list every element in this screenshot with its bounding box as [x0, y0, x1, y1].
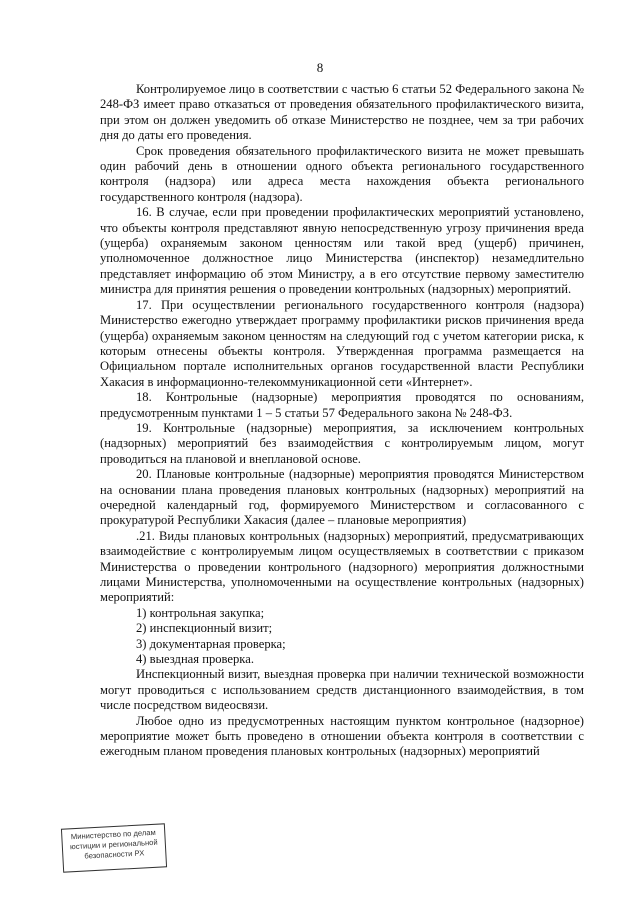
list-item: 3) документарная проверка; [136, 636, 286, 651]
list-item: 2) инспекционный визит; [136, 621, 273, 636]
stamp-line: безопасности РХ [84, 848, 145, 861]
list-item: 1) контрольная закупка; [136, 605, 265, 620]
ministry-stamp [61, 823, 167, 872]
paragraph-any-one-measure: Любое одно из предусмотренных настоящим пунктом контрольное (надзорное) мероприятие может быть проведено в отношении объекта контроля в соответствии с ежегодным планом проведения плановых контрольных (надзорных) мероприятий [100, 713, 584, 759]
paragraph-visit-term: Срок проведения обязательного профилактического визита не может превышать один рабочий день в отношении одного объекта регионального государственного контроля (надзора) или адреса места нахождения объекта регионального государственного контроля (надзора). [100, 143, 584, 204]
paragraph-remote-interaction: Инспекционный визит, выездная проверка при наличии технической возможности могут проводиться с использованием средств дистанционного взаимодействия, в том числе посредством видеосвязи. [100, 667, 584, 713]
paragraph-17: 17. При осуществлении регионального государственного контроля (надзора) Министерство ежегодно утверждает программу профилактики рисков причинения вреда (ущерба) охраняемым законом ценностям на следующий год с учетом категории риска, к которым отнесены объекты контроля. Утвержденная программа размещается на Официальном портале исполнительных органов государственной власти Республики Хакасия в информационно-телекоммуникационной сети «Интернет». [100, 297, 584, 389]
stamp-line: юстиции и региональной [69, 837, 158, 852]
paragraph-18: 18. Контрольные (надзорные) мероприятия проводятся по основаниям, предусмотренным пунктами 1 – 5 статьи 57 Федерального закона № 248-ФЗ. [100, 390, 584, 420]
paragraph-19: 19. Контрольные (надзорные) мероприятия, за исключением контрольных (надзорных) мероприятий без взаимодействия с контролируемым лицом, могут проводиться на плановой и внеплановой основе. [100, 420, 584, 466]
paragraph-refusal-visit: Контролируемое лицо в соответствии с частью 6 статьи 52 Федерального закона № 248-ФЗ имеет право отказаться от проведения обязательного профилактического визита, при этом он должен уведомить об отказе Министерство не позднее, чем за три рабочих дня до даты его проведения. [100, 82, 584, 143]
paragraph-16: 16. В случае, если при проведении профилактических мероприятий установлено, что объекты контроля представляют явную непосредственную угрозу причинения вреда (ущерба) охраняемым законом ценностям или такой вред (ущерб) причинен, уполномоченное должностное лицо Министерства (инспектор) незамедлительно представляет информацию об этом Министру, а в его отсутствие первому заместителю министра для принятия решения о проведении контрольных (надзорных) мероприятий. [100, 205, 584, 297]
page-number: 8 [316, 60, 324, 75]
paragraph-21: .21. Виды плановых контрольных (надзорных) мероприятий, предусматривающих взаимодействие с контролируемым лицом осуществляемых в соответствии с приказом Министерства о проведении контрольного (надзорного) мероприятия должностными лицами Министерства, уполномоченными на осуществление контрольных (надзорных) мероприятий: [100, 528, 584, 605]
paragraph-20: 20. Плановые контрольные (надзорные) мероприятия проводятся Министерством на основании плана проведения плановых контрольных (надзорных) мероприятий на очередной календарный год, формируемого Министерством и согласованного с прокуратурой Республики Хакасия (далее – плановые мероприятия) [100, 467, 584, 528]
document-body [100, 82, 584, 760]
list-item: 4) выездная проверка. [136, 652, 254, 667]
stamp-line: Министерство по делам [70, 827, 156, 842]
